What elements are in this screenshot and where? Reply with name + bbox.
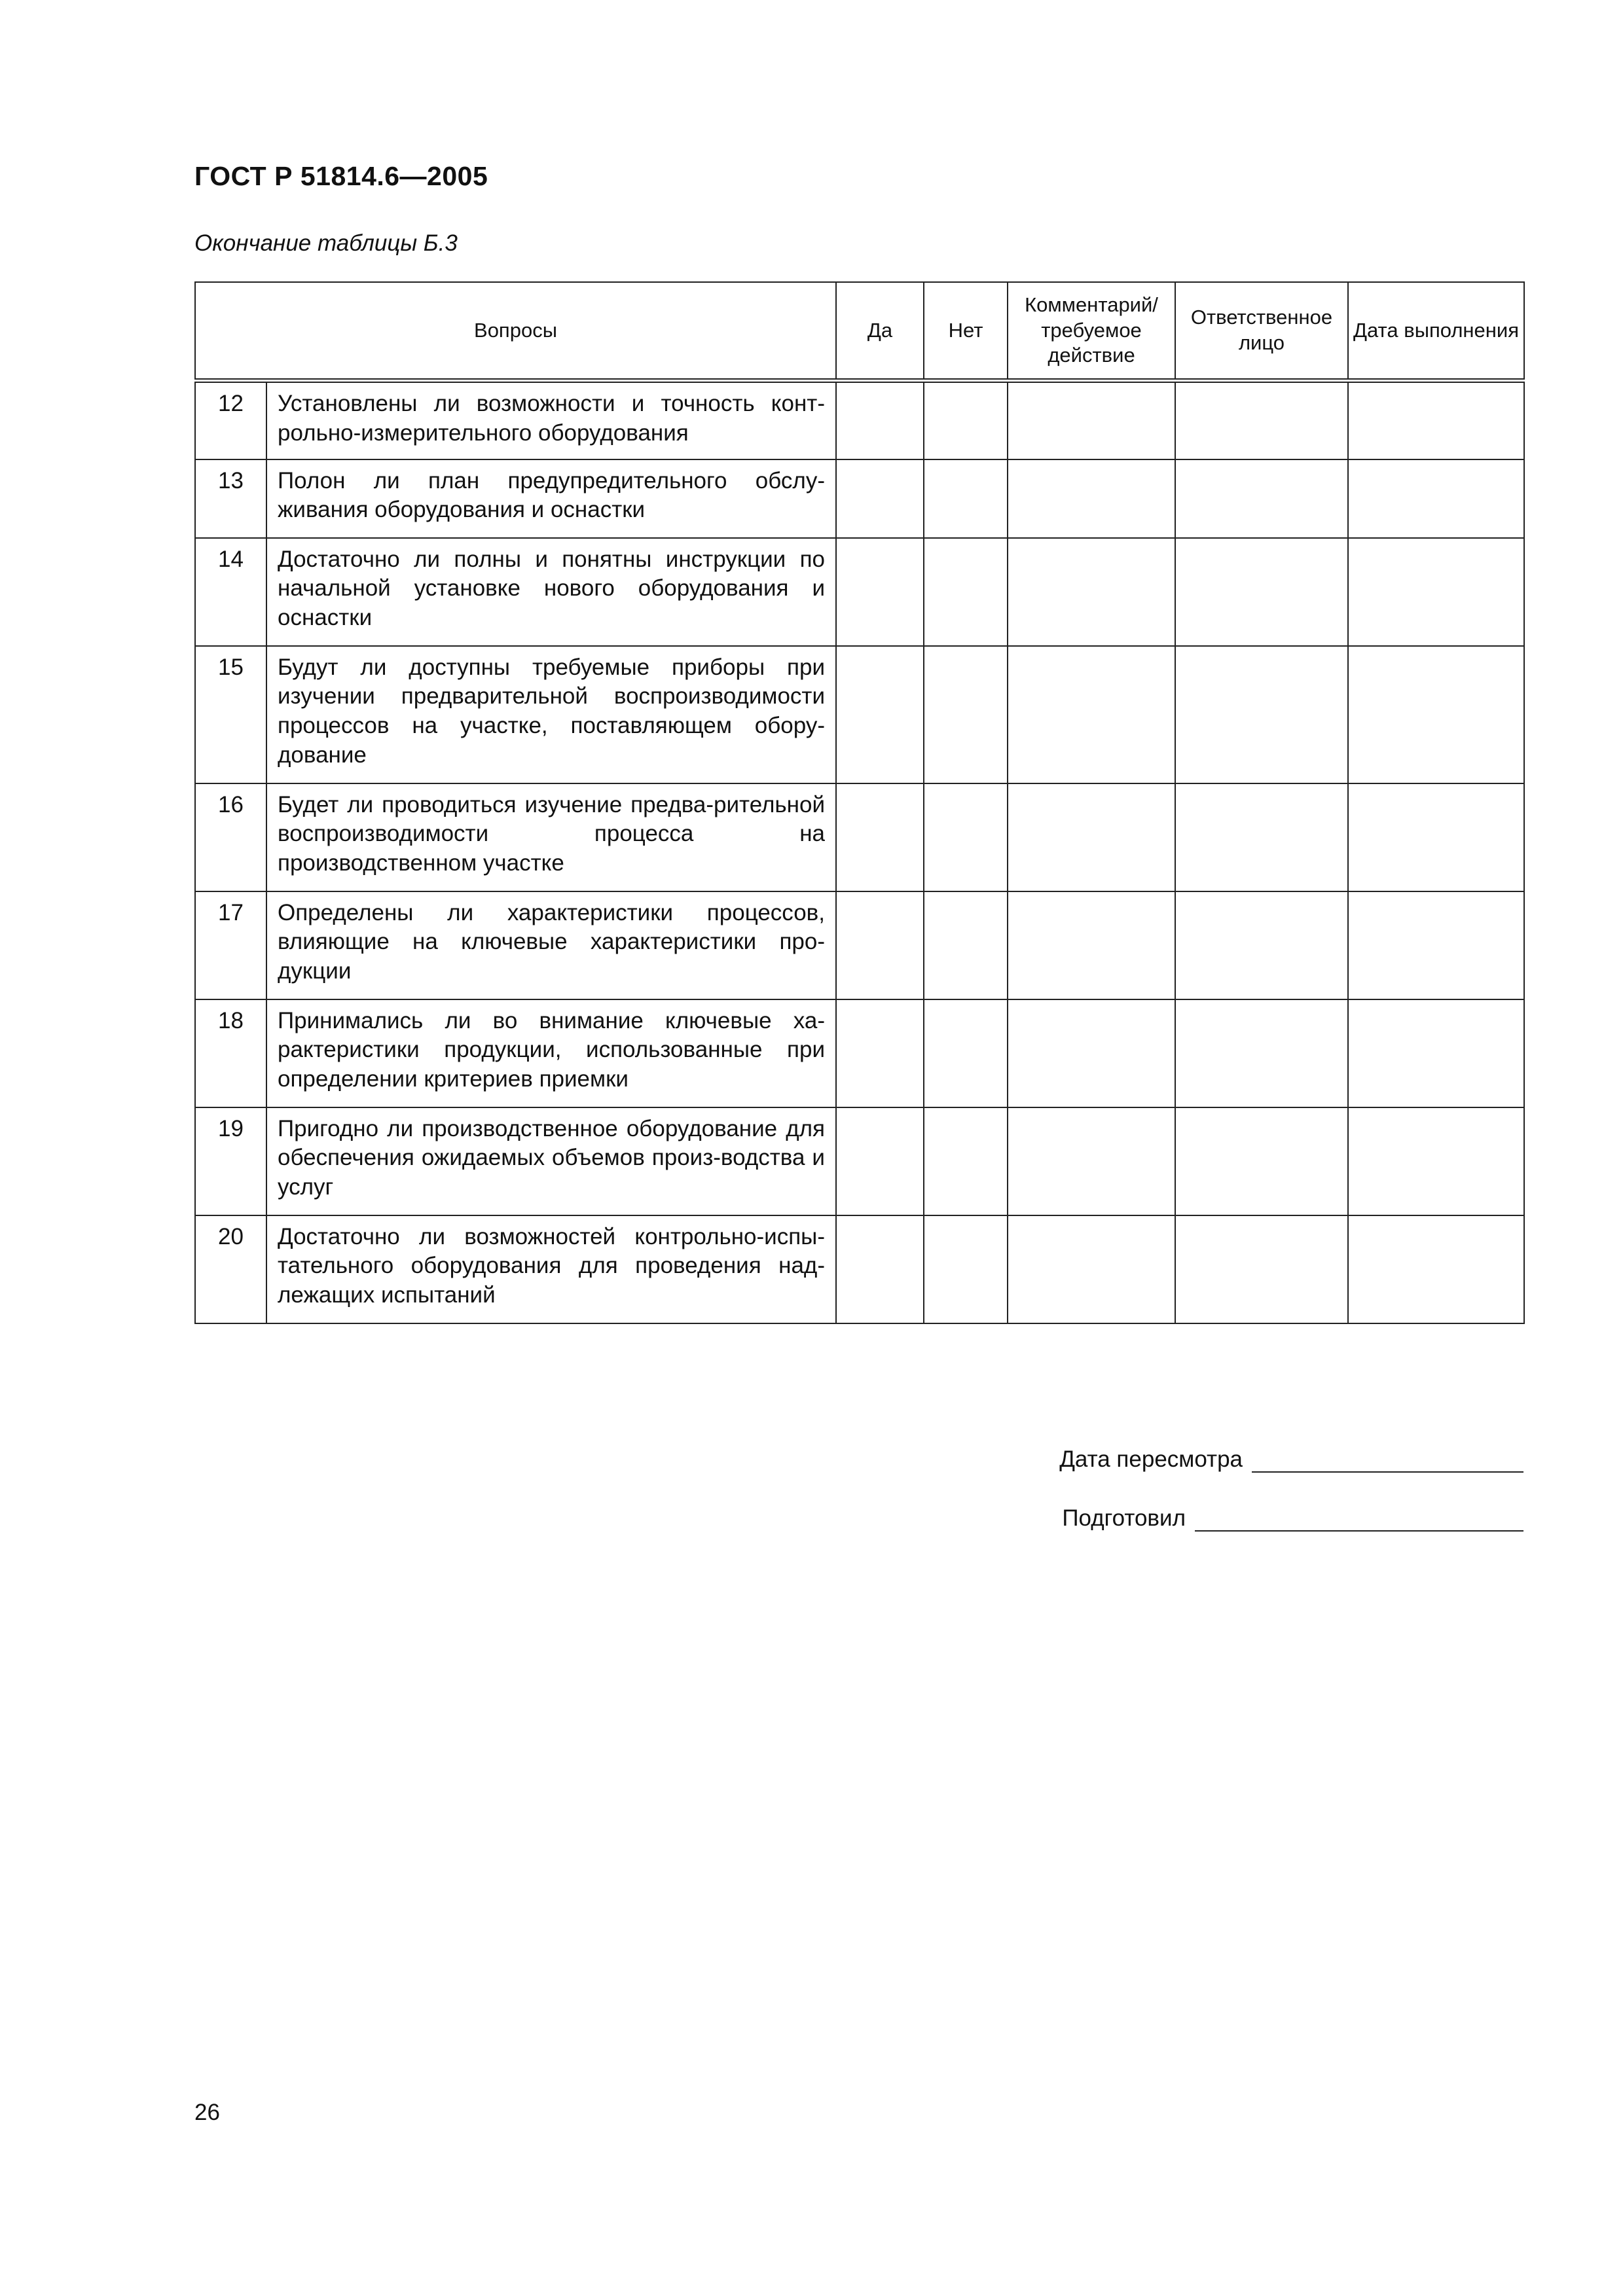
table-row [195, 646, 1524, 783]
yes-cell[interactable] [836, 1215, 924, 1323]
yes-cell[interactable] [836, 891, 924, 999]
table-row [195, 783, 1524, 891]
yes-cell[interactable] [836, 783, 924, 891]
comment-cell[interactable] [1008, 1107, 1175, 1215]
no-cell[interactable] [924, 1215, 1008, 1323]
col-header-comment: Комментарий/ требуемое действие [1008, 282, 1175, 381]
date-cell[interactable] [1348, 1215, 1524, 1323]
date-cell[interactable] [1348, 783, 1524, 891]
no-cell[interactable] [924, 891, 1008, 999]
col-header-responsible: Ответственное лицо [1175, 282, 1348, 381]
table-row [195, 891, 1524, 999]
comment-cell[interactable] [1008, 783, 1175, 891]
responsible-cell[interactable] [1175, 783, 1348, 891]
comment-cell[interactable] [1008, 381, 1175, 459]
prepared-by-field [1062, 1505, 1523, 1532]
comment-cell[interactable] [1008, 999, 1175, 1107]
row-number: 18 [195, 999, 266, 1107]
question-text: Будут ли доступны требуемые приборы при изучении предварительной воспроизводимости процессов на участке, поставляющем обору-дование [266, 646, 836, 783]
col-header-yes: Да [836, 282, 924, 381]
question-text: Достаточно ли возможностей контрольно-испы-тательного оборудования для проведения над-лежащих испытаний [266, 1215, 836, 1323]
row-number: 17 [195, 891, 266, 999]
no-cell[interactable] [924, 646, 1008, 783]
date-cell[interactable] [1348, 459, 1524, 538]
row-number: 15 [195, 646, 266, 783]
table-row [195, 1107, 1524, 1215]
revision-date-label: Дата пересмотра [1059, 1446, 1243, 1472]
yes-cell[interactable] [836, 999, 924, 1107]
date-cell[interactable] [1348, 538, 1524, 646]
table-row [195, 459, 1524, 538]
table-caption: Окончание таблицы Б.3 [194, 230, 458, 256]
date-cell[interactable] [1348, 1107, 1524, 1215]
comment-cell[interactable] [1008, 891, 1175, 999]
responsible-cell[interactable] [1175, 1107, 1348, 1215]
yes-cell[interactable] [836, 538, 924, 646]
revision-date-input-line[interactable] [1252, 1446, 1523, 1473]
responsible-cell[interactable] [1175, 1215, 1348, 1323]
no-cell[interactable] [924, 999, 1008, 1107]
no-cell[interactable] [924, 538, 1008, 646]
table-row [195, 1215, 1524, 1323]
question-text: Будет ли проводиться изучение предва-рительной воспроизводимости процесса на производственном участке [266, 783, 836, 891]
table-header [195, 282, 1524, 381]
col-header-no: Нет [924, 282, 1008, 381]
row-number: 13 [195, 459, 266, 538]
no-cell[interactable] [924, 1107, 1008, 1215]
question-text: Определены ли характеристики процессов, влияющие на ключевые характеристики про-дукции [266, 891, 836, 999]
checklist-table [194, 281, 1525, 1324]
col-header-questions: Вопросы [195, 282, 836, 381]
question-text: Пригодно ли производственное оборудование для обеспечения ожидаемых объемов произ-водства и услуг [266, 1107, 836, 1215]
row-number: 14 [195, 538, 266, 646]
date-cell[interactable] [1348, 891, 1524, 999]
comment-cell[interactable] [1008, 459, 1175, 538]
responsible-cell[interactable] [1175, 891, 1348, 999]
date-cell[interactable] [1348, 999, 1524, 1107]
responsible-cell[interactable] [1175, 381, 1348, 459]
row-number: 19 [195, 1107, 266, 1215]
question-text: Принимались ли во внимание ключевые ха-рактеристики продукции, использованные при определении критериев приемки [266, 999, 836, 1107]
row-number: 20 [195, 1215, 266, 1323]
responsible-cell[interactable] [1175, 999, 1348, 1107]
comment-cell[interactable] [1008, 1215, 1175, 1323]
question-text: Установлены ли возможности и точность конт-рольно-измерительного оборудования [266, 381, 836, 459]
date-cell[interactable] [1348, 381, 1524, 459]
no-cell[interactable] [924, 381, 1008, 459]
table-body [195, 381, 1524, 1323]
date-cell[interactable] [1348, 646, 1524, 783]
revision-date-field [1059, 1446, 1523, 1473]
prepared-by-label: Подготовил [1062, 1505, 1186, 1531]
question-text: Достаточно ли полны и понятны инструкции по начальной установке нового оборудования и оснастки [266, 538, 836, 646]
page-number: 26 [194, 2100, 220, 2125]
responsible-cell[interactable] [1175, 646, 1348, 783]
comment-cell[interactable] [1008, 538, 1175, 646]
row-number: 16 [195, 783, 266, 891]
no-cell[interactable] [924, 459, 1008, 538]
yes-cell[interactable] [836, 459, 924, 538]
table-row [195, 538, 1524, 646]
comment-cell[interactable] [1008, 646, 1175, 783]
question-text: Полон ли план предупредительного обслу-живания оборудования и оснастки [266, 459, 836, 538]
yes-cell[interactable] [836, 1107, 924, 1215]
col-header-date: Дата выполнения [1348, 282, 1524, 381]
responsible-cell[interactable] [1175, 538, 1348, 646]
yes-cell[interactable] [836, 646, 924, 783]
responsible-cell[interactable] [1175, 459, 1348, 538]
row-number: 12 [195, 381, 266, 459]
prepared-by-input-line[interactable] [1195, 1505, 1523, 1532]
no-cell[interactable] [924, 783, 1008, 891]
table-row [195, 999, 1524, 1107]
table-row [195, 381, 1524, 459]
document-code: ГОСТ Р 51814.6—2005 [194, 161, 488, 191]
yes-cell[interactable] [836, 381, 924, 459]
